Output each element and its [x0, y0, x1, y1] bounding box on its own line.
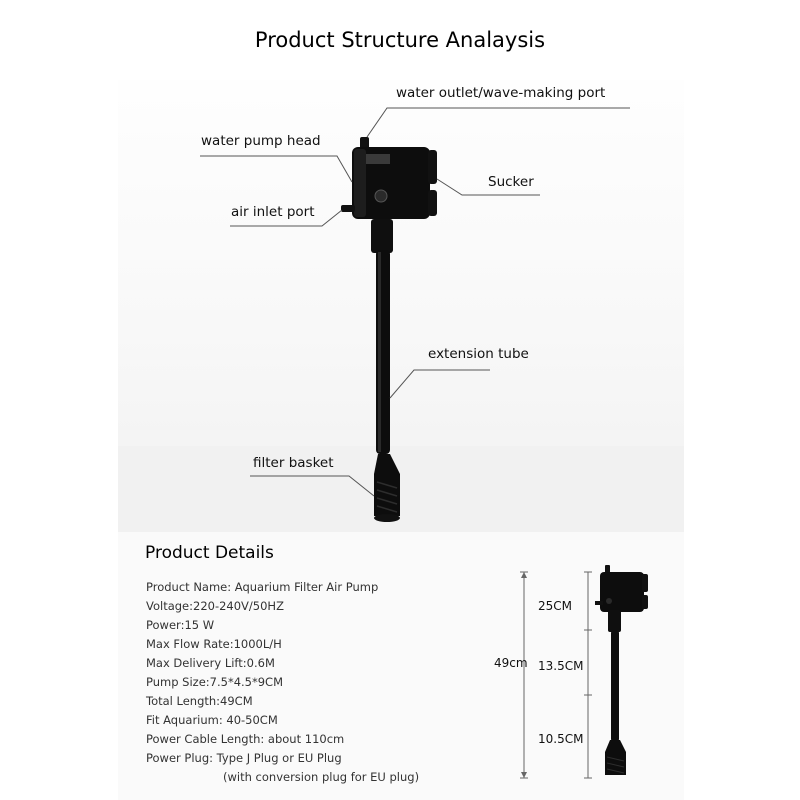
- spec-power-plug: Power Plug: Type J Plug or EU Plug: [146, 751, 342, 765]
- details-heading: Product Details: [145, 543, 274, 563]
- spec-voltage: Voltage:220-240V/50HZ: [146, 599, 284, 613]
- spec-cable-length: Power Cable Length: about 110cm: [146, 732, 345, 746]
- spec-product-name: Product Name: Aquarium Filter Air Pump: [146, 580, 379, 594]
- spec-flow-rate: Max Flow Rate:1000L/H: [146, 637, 282, 651]
- spec-fit-aquarium: Fit Aquarium: 40-50CM: [146, 713, 278, 727]
- callout-air-inlet: air inlet port: [231, 204, 315, 220]
- spec-pump-size: Pump Size:7.5*4.5*9CM: [146, 675, 284, 689]
- dim-mid-label: 13.5CM: [538, 659, 584, 673]
- spec-power: Power:15 W: [146, 618, 215, 632]
- spec-total-length: Total Length:49CM: [146, 694, 253, 708]
- spec-delivery-lift: Max Delivery Lift:0.6M: [146, 656, 275, 670]
- mini-pump-head: [600, 572, 644, 612]
- page-title: Product Structure Analaysis: [254, 28, 546, 52]
- callout-water-outlet: water outlet/wave-making port: [396, 85, 606, 101]
- dim-bottom-label: 10.5CM: [538, 732, 584, 746]
- dim-total-label: 49cm: [494, 656, 528, 670]
- callout-water-pump-head: water pump head: [201, 133, 321, 149]
- mini-tube: [611, 630, 619, 742]
- callout-sucker: Sucker: [488, 174, 534, 190]
- spec-plug-note: (with conversion plug for EU plug): [223, 770, 420, 784]
- dim-head-label: 25CM: [538, 599, 573, 613]
- callout-extension-tube: extension tube: [428, 346, 529, 362]
- callout-filter-basket: filter basket: [253, 455, 334, 471]
